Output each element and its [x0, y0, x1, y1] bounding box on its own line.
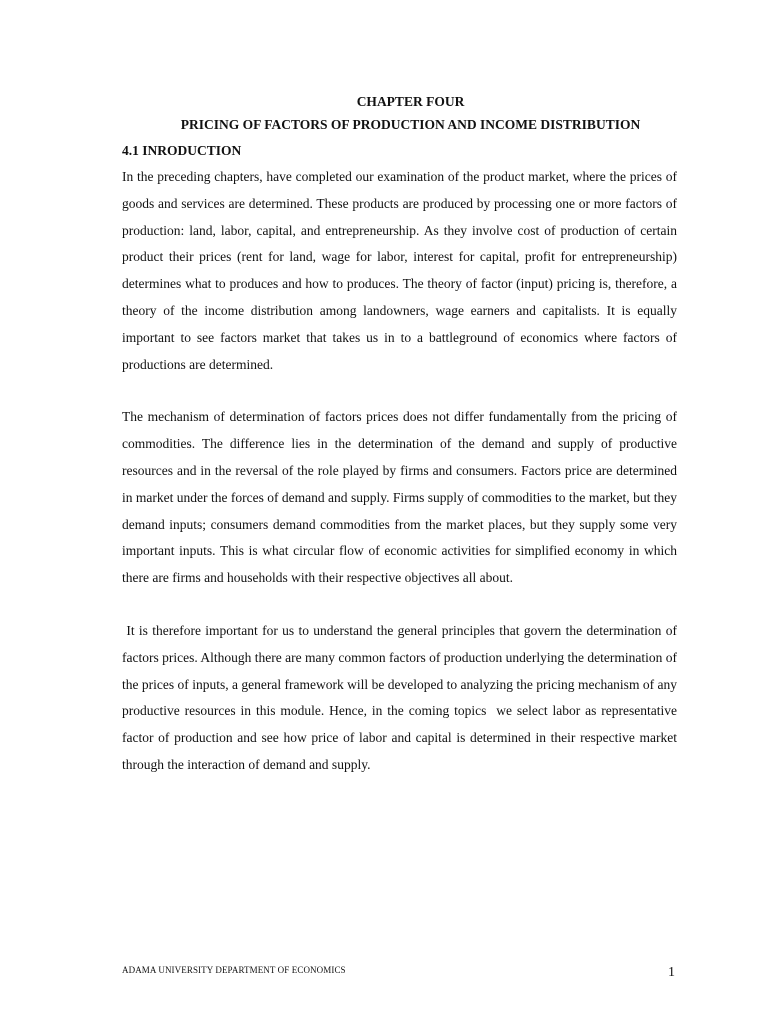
- chapter-subtitle: PRICING OF FACTORS OF PRODUCTION AND INCOME DISTRIBUTION: [180, 117, 641, 132]
- page-content: [122, 92, 684, 779]
- page-number: 1: [668, 965, 675, 980]
- paragraph-spacer: [122, 378, 677, 404]
- footer-department: ADAMA UNIVERSITY DEPARTMENT OF ECONOMICS: [122, 965, 346, 975]
- paragraph-1: In the preceding chapters, have completed our examination of the product market, where the prices of goods and services are determined. These products are produced by processing one or more factors of production: land, labor, capital, and entrepreneurship. As they involve cost of production of certain product their prices (rent for land, wage for labor, interest for capital, profit for entrepreneurship) determines what to produces and how to produces. The theory of factor (input) pricing is, therefore, a theory of the income distribution among landowners, wage earners and capitalists. It is equally important to see factors market that takes us in to a battleground of economics where factors of productions are determined.: [122, 169, 677, 372]
- paragraph-3: It is therefore important for us to understand the general principles that govern the determination of factors prices. Although there are many common factors of production underlying the determination of the prices of inputs, a general framework will be developed to analyzing the pricing mechanism of any productive resources in this module. Hence, in the coming topics we select labor as representative factor of production and see how price of labor and capital is determined in their respective market through the interaction of demand and supply.: [122, 622, 684, 772]
- paragraph-spacer: [122, 592, 677, 618]
- chapter-title: CHAPTER FOUR: [356, 94, 465, 109]
- paragraph-2: The mechanism of determination of factors prices does not differ fundamentally from the pricing of commodities. The difference lies in the determination of the demand and supply of productive resources and in the reversal of the role played by firms and consumers. Factors price are determined in market under the forces of demand and supply. Firms supply of commodities to the market, but they demand inputs; consumers demand commodities from the market places, but they supply some very important inputs. This is what circular flow of economic activities for simplified economy in which there are firms and households with their respective objectives all about.: [122, 409, 677, 586]
- section-heading: 4.1 INRODUCTION: [122, 143, 242, 158]
